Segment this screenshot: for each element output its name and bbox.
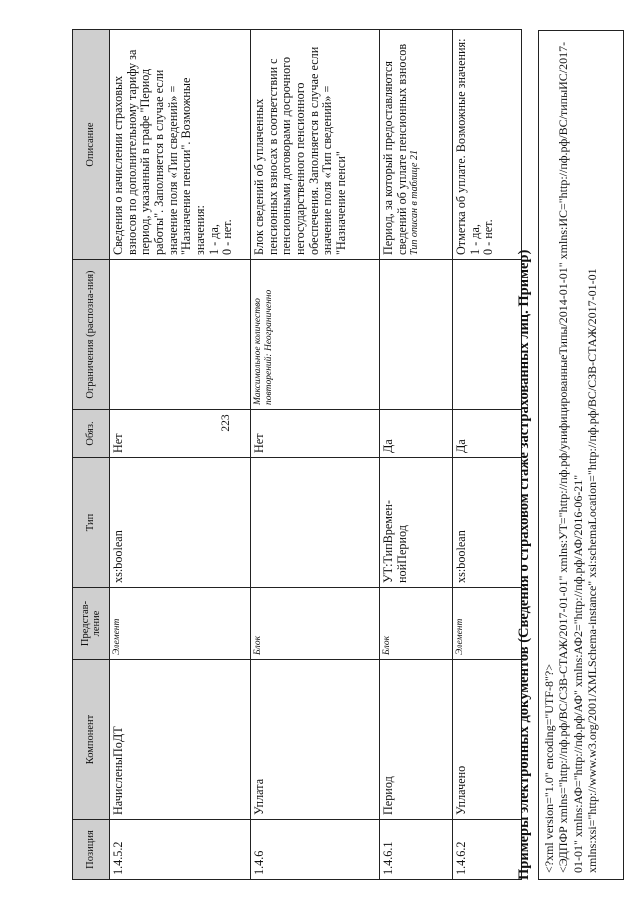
cell-representation: Элемент [110, 588, 251, 660]
xml-example-box [538, 30, 624, 880]
cell-position: 1.4.5.2 [110, 820, 251, 880]
cell-component: Уплачено [453, 660, 522, 820]
cell-component: Период [380, 660, 453, 820]
cell-required: Да [453, 410, 522, 458]
cell-description [380, 30, 453, 260]
cell-type [251, 458, 380, 588]
cell-restrictions: Максимальное количество повторений: Неограниченно [251, 260, 380, 410]
header-description: Описание [73, 30, 110, 260]
cell-restrictions [453, 260, 522, 410]
table-row [380, 30, 453, 880]
cell-representation: Элемент [453, 588, 522, 660]
cell-position: 1.4.6.1 [380, 820, 453, 880]
description-value: 1 - да, [467, 224, 482, 255]
description-text: Блок сведений об уплаченных пенсионных взносах в соответствии с пенсионными договорами досрочного негосударственного пенсионного обеспечения. Заполняется в случае если значение поля «Тип сведений» = "Назначение пенси" [252, 46, 348, 255]
cell-type: xs:boolean [453, 458, 522, 588]
description-value: 1 - да, [206, 224, 221, 255]
cell-description [251, 30, 380, 260]
cell-restrictions [110, 260, 251, 410]
rotated-content [72, 20, 632, 880]
cell-description [453, 30, 522, 260]
cell-required: Да [380, 410, 453, 458]
cell-description [110, 30, 251, 260]
header-position: Позиция [73, 820, 110, 880]
cell-position: 1.4.6 [251, 820, 380, 880]
table-header-row [73, 30, 110, 880]
spec-table [72, 29, 522, 880]
description-value: 0 - нет. [481, 219, 496, 255]
cell-position: 1.4.6.2 [453, 820, 522, 880]
description-value: 0 - нет. [220, 219, 235, 255]
code-line: <ЭДПФР xmlns="http://пф.рф/ВС/СЗВ-СТАЖ/2017-01-01" xmlns:УТ="http://пф.рф/унифицированныеТипы/2014-01-01" xmlns:ИС="http://пф.рф/ВС/типыИС/2017-01-01" xmlns:АФ="http://пф.рф/АФ" xmlns:АФ2="http://пф.рф/АФ/2016-06-21" [556, 41, 585, 873]
cell-representation: Блок [380, 588, 453, 660]
cell-type: УТ:ТипВремен-нойПериод [380, 458, 453, 588]
description-note: Тип описан в таблице 21 [409, 150, 421, 255]
header-type: Тип [73, 458, 110, 588]
section-heading: Примеры электронных документов (Сведения о страховом стаже застрахованных лиц. Пример) [516, 249, 532, 880]
cell-component: Уплата [251, 660, 380, 820]
description-text: Сведения о начислении страховых взносов по дополнительному тарифу за период, указанный в графе "Период работы". Заполняется в случае если значение поля «Тип сведений» = "Назначение пенсии". Возможные значения: [111, 49, 207, 255]
page-number: 223 [220, 414, 232, 432]
cell-component: НачисленыПоДТ [110, 660, 251, 820]
header-restrictions: Ограничения (распозна-ния) [73, 260, 110, 410]
header-representation: Представ-ление [73, 588, 110, 660]
description-text: Отметка об уплате. Возможные значения: [454, 38, 468, 255]
description-text: Период, за который предоставляются сведений об уплате пенсионных взносов [381, 43, 409, 255]
cell-representation: Блок [251, 588, 380, 660]
header-required: Обяз. [73, 410, 110, 458]
cell-required: Нет [110, 410, 251, 458]
header-component: Компонент [73, 660, 110, 820]
cell-required: Нет [251, 410, 380, 458]
table-row [453, 30, 522, 880]
table-row [110, 30, 251, 880]
table-row [251, 30, 380, 880]
code-line: <?xml version="1.0" encoding="UTF-8"?> [542, 664, 556, 873]
cell-type: xs:boolean [110, 458, 251, 588]
cell-restrictions [380, 260, 453, 410]
code-line: xmlns:xsi="http://www.w3.org/2001/XMLSchema-instance" xsi:schemaLocation="http://пф.рф/ВС/СЗВ-СТАЖ/2017-01-01 [585, 268, 600, 873]
